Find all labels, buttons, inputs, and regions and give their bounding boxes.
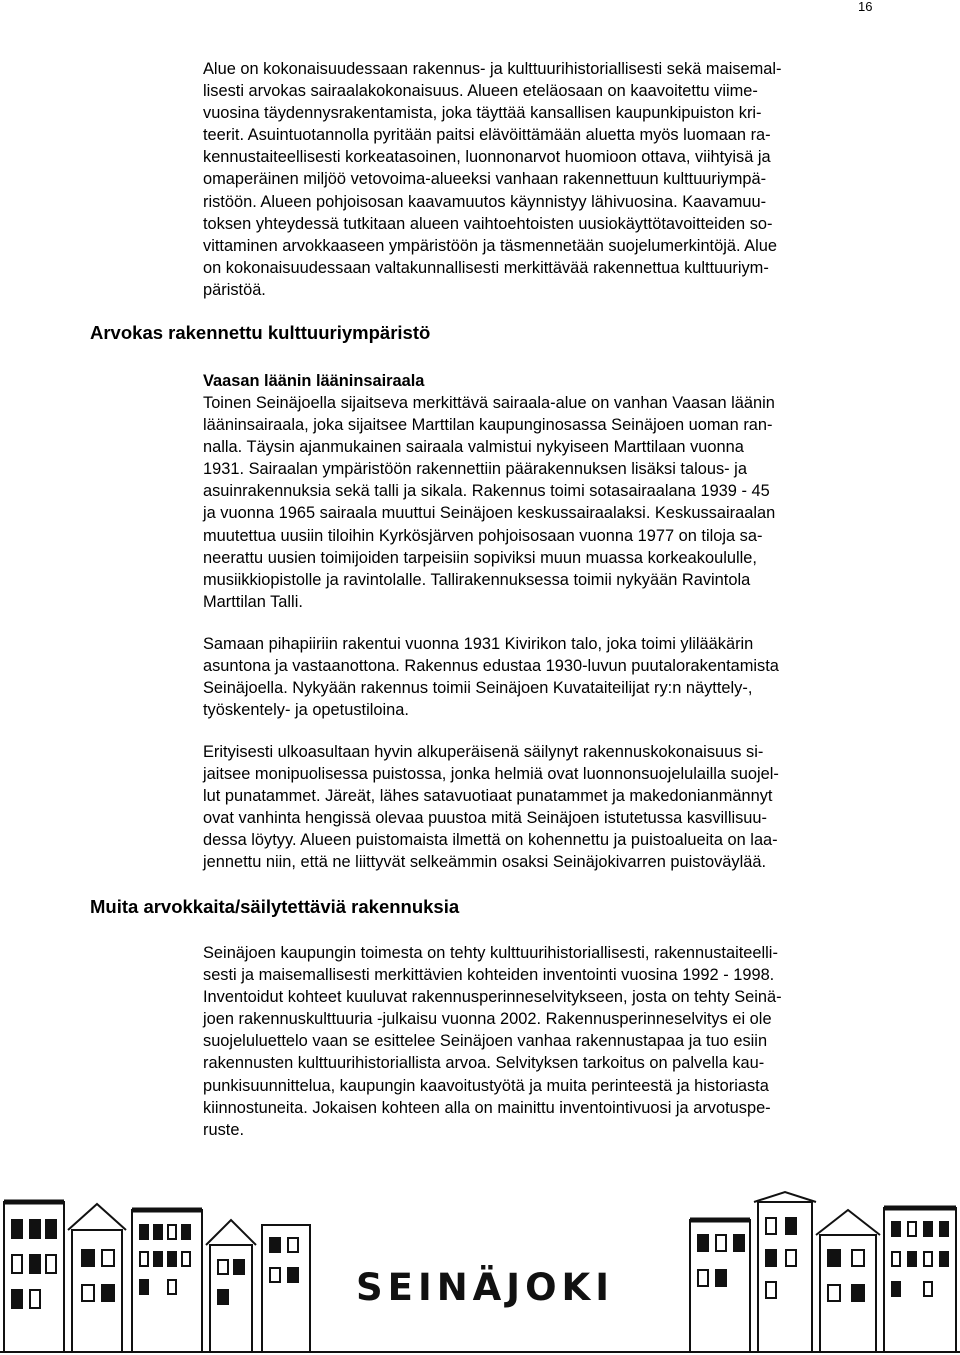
text-line: toksen yhteydessä tutkitaan alueen vaihtoehtoisten uusiokäyttötavoitteiden so- — [203, 214, 773, 233]
text-line: asuntona ja vastaanottona. Rakennus edustaa 1930-luvun puutalorakentamista — [203, 657, 779, 676]
text-line: suojeluluettelo vaan se esittelee Seinäjoen vanhaa rakennustapaa ja tuo esiin — [203, 1032, 768, 1051]
hospital-paragraph-1 — [203, 392, 873, 613]
text-line: kennustaiteellisesti korkeatasoinen, luonnonarvot huomioon ottava, viihtyisä ja — [203, 148, 771, 167]
text-line: Seinäjoella. Nykyään rakennus toimii Seinäjoen Kuvataiteilijat ry:n näyttely-, — [203, 679, 753, 698]
text-line: Toinen Seinäjoella sijaitseva merkittävä sairaala-alue on vanhan Vaasan läänin — [203, 394, 775, 412]
text-line: on kokonaisuudessaan valtakunnallisesti merkittävää rakennettua kulttuuriym- — [203, 258, 769, 277]
text-line: neerattu uusien toimijoiden tarpeisiin sopiviksi muun muassa korkeakoululle, — [203, 548, 757, 567]
page-number: 16 — [858, 0, 873, 14]
text-line: asuinrakennuksia sekä talli ja sikala. Rakennus toimi sotasairaalana 1939 - 45 — [203, 482, 770, 501]
text-line: päristöä. — [203, 280, 266, 299]
text-line: Seinäjoen kaupungin toimesta on tehty kulttuurihistoriallisesti, rakennustaiteelli- — [203, 944, 778, 962]
text-line: vuosina täydennysrakentamista, joka täyttää kansallisen kaupunkipuiston kri- — [203, 104, 762, 123]
footer-city-banner — [0, 1190, 960, 1355]
text-line: punkisuunnittelua, kaupungin kaavoitustyötä ja muita perinteestä ja historiasta — [203, 1076, 769, 1095]
text-line: ruste. — [203, 1120, 244, 1139]
text-line: sesti ja maisemallisesti merkittävien kohteiden inventointi vuosina 1992 - 1998. — [203, 966, 775, 985]
hospital-paragraph-3 — [203, 741, 873, 874]
text-line: omaperäinen miljöö vetovoima-alueeksi vanhaan rakennettuun kulttuuriympä- — [203, 170, 767, 189]
text-line: lääninsairaala, joka sijaitsee Marttilan kaupunginosassa Seinäjoen uoman ran- — [203, 416, 773, 435]
hospital-section — [203, 370, 873, 392]
other-buildings-paragraph — [203, 942, 873, 1141]
text-line: lut punatammet. Järeät, lähes satavuotiaat punatammet ja makedonianmännyt — [203, 787, 773, 806]
text-line: ristöön. Alueen pohjoisosan kaavamuutos käynnistyy lähivuosina. Kaavamuu- — [203, 192, 767, 211]
section-heading-cultural-environment: Arvokas rakennettu kulttuuriympäristö — [90, 322, 431, 343]
text-line: rakennusten kulttuurihistoriallista arvoa. Selvityksen tarkoitus on palvella kau- — [203, 1054, 765, 1073]
text-line: muutettua uusiin tiloihin Kyrkösjärven pohjoisosaan vuonna 1977 on tiloja sa- — [203, 526, 763, 545]
section-heading-other-buildings: Muita arvokkaita/säilytettäviä rakennuksia — [90, 896, 460, 917]
text-line: jennettu niin, että ne liittyvät selkeämmin osaksi Seinäjokivarren puistoväylää. — [203, 853, 767, 872]
subheading-hospital: Vaasan läänin lääninsairaala — [203, 372, 425, 390]
text-line: työskentely- ja opetustiloina. — [203, 701, 409, 720]
text-line: teerit. Asuintuotannolla pyritään paitsi elävöittämään aluetta myös luomaan ra- — [203, 126, 771, 145]
text-line: jaitsee monipuolisessa puistossa, jonka helmiä ovat luonnonsuojelulailla suojel- — [203, 765, 779, 784]
text-line: nalla. Täysin ajanmukainen sairaala valmistui nykyiseen Marttilaan vuonna — [203, 438, 744, 457]
city-logo-text: SEINÄJOKI — [356, 1266, 614, 1309]
text-line: Alue on kokonaisuudessaan rakennus- ja kulttuurihistoriallisesti sekä maisemal- — [203, 60, 782, 78]
text-line: Inventoidut kohteet kuuluvat rakennusperinneselvitykseen, josta on tehty Seinä- — [203, 988, 782, 1007]
text-line: kiinnostuneita. Jokaisen kohteen alla on mainittu inventointivuosi ja arvotuspe- — [203, 1098, 771, 1117]
text-line: lisesti arvokas sairaalakokonaisuus. Alueen eteläosaan on kaavoitettu viime- — [203, 82, 758, 101]
text-line: 1931. Sairaalan ympäristöön rakennettiin päärakennuksen lisäksi talous- ja — [203, 460, 747, 479]
text-line: Marttilan Talli. — [203, 592, 303, 611]
footer-skyline-illustration — [0, 1190, 960, 1355]
text-line: ja vuonna 1965 sairaala muuttui Seinäjoen keskussairaalaksi. Keskussairaalan — [203, 504, 776, 523]
text-line: vittaminen arvokkaaseen ympäristöön ja täsmennetään suojelumerkintöjä. Alue — [203, 236, 777, 255]
text-line: musiikkiopistolle ja ravintolalle. Tallirakennuksessa toimii nykyään Ravintola — [203, 570, 751, 589]
text-line: Erityisesti ulkoasultaan hyvin alkuperäisenä säilynyt rakennuskokonaisuus si- — [203, 743, 764, 761]
text-line: dessa löytyy. Alueen puistomaista ilmettä on kohennettu ja puistoalueita on laa- — [203, 831, 778, 850]
intro-paragraph — [203, 58, 873, 301]
text-line: Samaan pihapiiriin rakentui vuonna 1931 Kivirikon talo, joka toimi ylilääkärin — [203, 635, 754, 653]
hospital-paragraph-2 — [203, 633, 873, 721]
building-left-4 — [210, 1245, 252, 1352]
text-line: joen rakennuskulttuuria -julkaisu vuonna 2002. Rakennusperinneselvitys ei ole — [203, 1010, 772, 1029]
text-line: ovat vanhinta hengissä olevaa puustoa mitä Seinäjoen istutetussa kasvillisuu- — [203, 809, 767, 828]
